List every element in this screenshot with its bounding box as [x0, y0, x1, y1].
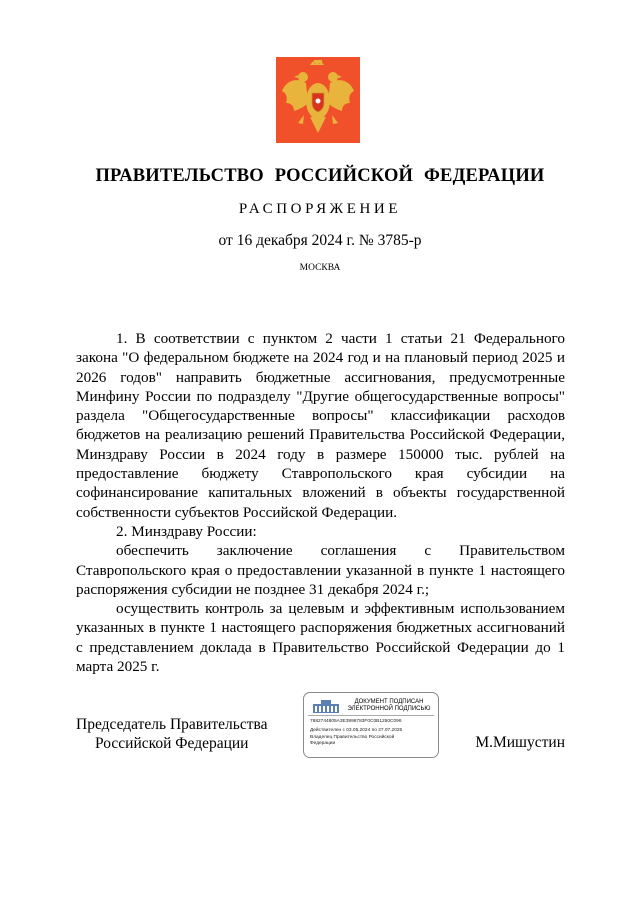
stamp-title-line-1: ДОКУМЕНТ ПОДПИСАН: [354, 699, 424, 705]
stamp-title: [344, 699, 434, 713]
government-title: ПРАВИТЕЛЬСТВО РОССИЙСКОЙ ФЕДЕРАЦИИ: [95, 166, 545, 186]
paragraph-2-item-1: обеспечить заключение соглашения с Правительством Ставропольского края о предоставлении указанной в пункте 1 настоящего распоряжения субсидии не позднее 31 декабря 2024 г.;: [76, 542, 565, 598]
electronic-signature-stamp: [303, 692, 439, 758]
stamp-certificate: 7882744805A3E3996783F0C0B1250C096: [310, 719, 402, 724]
stamp-title-line-2: ЭЛЕКТРОННОЙ ПОДПИСЬЮ: [347, 706, 431, 712]
stamp-divider: [308, 715, 434, 716]
state-emblem: [276, 57, 360, 143]
stamp-owner-line-1: Владелец Правительство Российской: [310, 735, 395, 740]
paragraph-2: 2. Минздраву России:: [116, 522, 257, 540]
document-city: МОСКВА: [299, 263, 341, 273]
document-body: [76, 329, 565, 676]
signer-title-line-2: Российской Федерации: [95, 735, 249, 752]
document-date-number: от 16 декабря 2024 г. № 3785-р: [218, 232, 422, 249]
signer-title: [76, 715, 268, 753]
document-type: РАСПОРЯЖЕНИЕ: [238, 201, 402, 217]
paragraph-2-item-2: осуществить контроль за целевым и эффективным использованием указанных в пункте 1 настоящего распоряжения бюджетных ассигнований с представлением доклада в Правительство Российской Федерации до 1 марта 2025 г.: [76, 600, 565, 676]
signer-title-line-1: Председатель Правительства: [76, 716, 268, 733]
stamp-owner-line-2: Федерации: [310, 741, 336, 746]
stamp-validity: Действителен с 03.05.2024 по 27.07.2025: [310, 728, 403, 733]
government-building-icon: [311, 699, 341, 714]
paragraph-1: 1. В соответствии с пунктом 2 части 1 статьи 21 Федерального закона "О федеральном бюджете на 2024 год и на плановый период 2025 и 2026 годов" направить бюджетные ассигнования, предусмотренные Минфину России по подразделу "Другие общегосударственные вопросы" раздела "Общегосударственные вопросы" классификации расходов бюджетов на реализацию решений Правительства Российской Федерации, Минздраву России в 2024 году в размере 150000 тыс. рублей на предоставление бюджету Ставропольского края субсидии на софинансирование капитальных вложений в объекты государственной собственности субъектов Российской Федерации.: [76, 330, 565, 521]
signer-name: М.Мишустин: [475, 734, 565, 751]
double-headed-eagle-icon: [276, 57, 360, 143]
